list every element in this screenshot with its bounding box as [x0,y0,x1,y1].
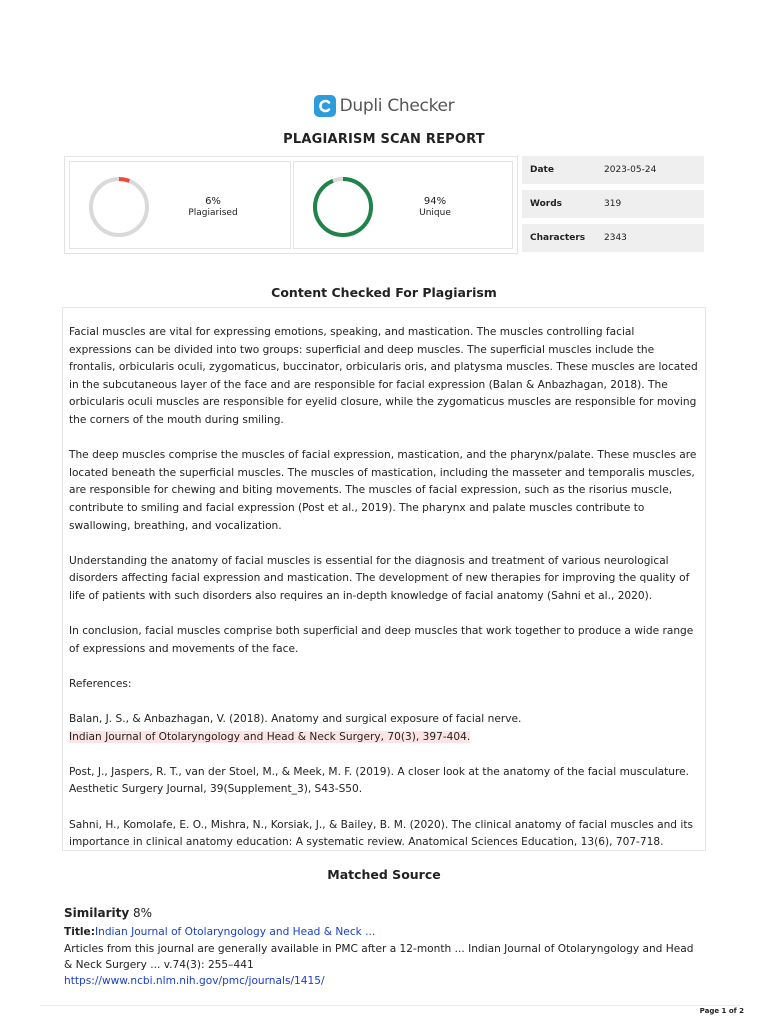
source-title [64,926,375,938]
characters-value: 2343 [604,233,627,243]
source-url-link[interactable]: https://www.ncbi.nlm.nih.gov/pmc/journals/1415/ [64,975,325,987]
unique-ring [312,176,374,238]
unique-percent [390,196,480,218]
report-title: PLAGIARISM SCAN REPORT [283,132,485,147]
source-description: Articles from this journal are generally available in PMC after a 12-month ... Indian Journal of Otolaryngology and Head & Neck Surgery ... v.74(3): 255–441 [64,943,694,971]
unique-value: 94% [423,196,447,207]
meta-date [522,156,704,184]
content-heading: Content Checked For Plagiarism [271,285,497,300]
date-value: 2023-05-24 [604,165,657,175]
references-label: References: [69,677,132,690]
meta-words [522,190,704,218]
similarity-value: 8% [133,906,153,920]
unique-ring-fill [315,179,371,235]
content-paragraph-4: In conclusion, facial muscles comprise both superficial and deep muscles that work together to produce a wide range of expressions and movements of the face. [69,625,694,655]
plagiarised-score-card [69,161,291,249]
similarity-label: Similarity [64,906,130,920]
plagiarised-value: 6% [205,196,221,207]
source-title-link[interactable]: Indian Journal of Otolaryngology and Head & Neck ... [94,926,376,938]
duplichecker-logo-icon [314,95,336,117]
matched-source-heading: Matched Source [327,867,441,882]
words-value: 319 [604,199,622,209]
score-summary [64,156,518,254]
reference-3: Sahni, H., Komolafe, E. O., Mishra, N., Korsiak, J., & Bailey, B. M. (2020). The clinical anatomy of facial muscles and its importance in clinical anatomy education: A systematic review. Anatomical Sciences Education, 13(6), 707-718. [69,818,693,849]
unique-label: Unique [419,208,451,218]
plagiarised-label: Plagiarised [188,208,238,218]
report-meta [522,156,704,258]
date-label: Date [530,165,554,175]
reference-2: Post, J., Jaspers, R. T., van der Stoel, M., & Meek, M. F. (2019). A closer look at the anatomy of the facial musculature. Aesthetic Surgery Journal, 39(Supplement_3), S43-S50. [69,765,690,796]
similarity [64,906,152,920]
unique-score-card [293,161,513,249]
page-number: Page 1 of 2 [699,1007,744,1015]
content-paragraph-3: Understanding the anatomy of facial muscles is essential for the diagnosis and treatment of various neurological disorders affecting facial expression and mastication. The development of new therapies for improving the quality of life of patients with such disorders also requires an in-depth knowledge of facial anatomy (Sahni et al., 2020). [69,554,690,602]
meta-characters [522,224,704,252]
source-title-label: Title: [64,926,95,938]
content-paragraph-2: The deep muscles comprise the muscles of facial expression, mastication, and the pharynx/palate. These muscles are located beneath the superficial muscles. The muscles of mastication, including the masseter and temporalis muscles, are responsible for chewing and biting movements. The muscles of facial expression, such as the risorius muscle, contribute to smiling and facial expression (Post et al., 2019). The pharynx and palate muscles contribute to swallowing, breathing, and vocalization. [69,449,697,532]
content-paragraph-1: Facial muscles are vital for expressing emotions, speaking, and mastication. The muscles controlling facial expressions can be divided into two groups: superficial and deep muscles. The superficial muscles include the frontalis, orbicularis oculi, zygomaticus, buccinator, orbicularis oris, and platysma muscles. These muscles are located in the subcutaneous layer of the face and are responsible for facial expression (Balan & Anbazhagan, 2018). The orbicularis oculi muscles are responsible for eyelid closure, while the zygomaticus muscles are responsible for moving the corners of the mouth during smiling. [69,326,698,426]
logo [0,95,768,117]
reference-1-text: Balan, J. S., & Anbazhagan, V. (2018). Anatomy and surgical exposure of facial nerve. [69,713,522,726]
footer-divider [40,1005,740,1006]
reference-1 [69,711,699,746]
plagiarised-ring [88,176,150,238]
highlighted-match: Indian Journal of Otolaryngology and Head & Neck Surgery, 70(3), 397-404. [69,730,471,743]
characters-label: Characters [530,233,586,243]
checked-content [62,307,706,851]
logo-text: Dupli Checker [339,96,455,116]
words-label: Words [530,199,563,209]
plagiarised-percent [168,196,258,218]
